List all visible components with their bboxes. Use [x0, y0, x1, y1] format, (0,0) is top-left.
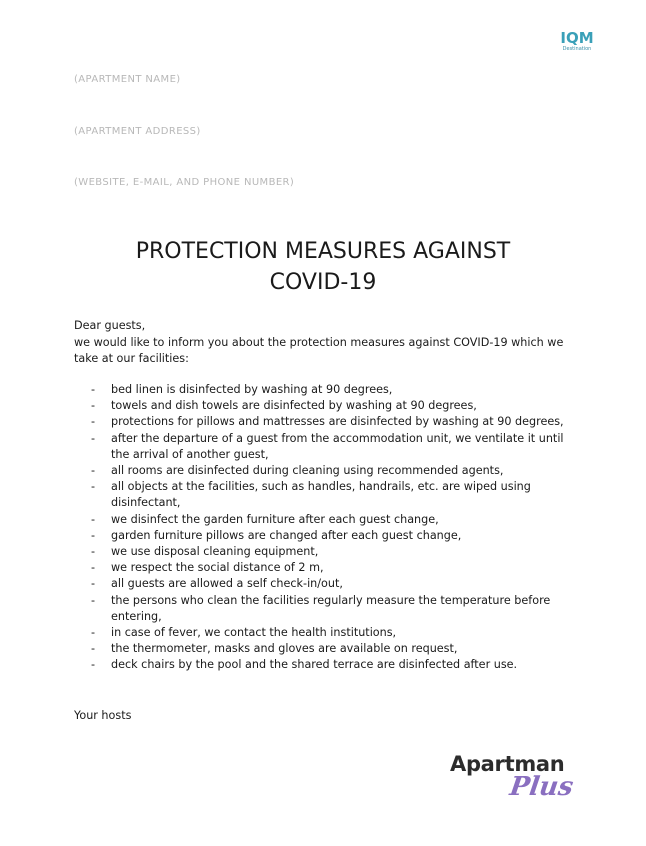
measure-item — [74, 398, 574, 414]
bullet-dash: - — [91, 431, 96, 445]
bullet-dash: - — [91, 399, 96, 413]
measure-text: we use disposal cleaning equipment, — [111, 545, 319, 559]
title-line-2: COVID-19 — [269, 270, 377, 295]
measure-text: all guests are allowed a self check-in/out, — [111, 577, 343, 591]
measure-text: bed linen is disinfected by washing at 90 degrees, — [111, 383, 393, 396]
measure-item — [74, 544, 574, 560]
measure-item — [74, 641, 574, 657]
iqm-logo-subtext: Destination — [562, 46, 592, 52]
measure-item — [74, 382, 574, 398]
measure-item — [74, 479, 574, 511]
bullet-dash: - — [91, 658, 96, 672]
bullet-dash: - — [91, 512, 96, 526]
measure-text: deck chairs by the pool and the shared terrace are disinfected after use. — [111, 658, 518, 672]
document-title — [60, 236, 586, 298]
bullet-dash: - — [91, 528, 96, 542]
measure-item — [74, 625, 574, 641]
measure-text: we disinfect the garden furniture after each guest change, — [111, 512, 439, 526]
contact-placeholder: (WEBSITE, E-MAIL, AND PHONE NUMBER) — [74, 177, 295, 188]
bullet-dash: - — [91, 642, 96, 656]
measure-text: in case of fever, we contact the health institutions, — [111, 626, 397, 640]
measure-text: protections for pillows and mattresses are disinfected by washing at 90 degrees, — [111, 415, 564, 429]
measure-item — [74, 512, 574, 528]
measure-text: after the departure of a guest from the accommodation unit, we ventilate it until the arrival of another guest, — [111, 431, 564, 461]
apartman-plus-logo — [448, 752, 578, 808]
measure-item — [74, 431, 574, 463]
apartment-name-placeholder: (APARTMENT NAME) — [74, 74, 181, 85]
measure-text: all rooms are disinfected during cleaning using recommended agents, — [111, 464, 504, 478]
greeting: Dear guests, — [74, 319, 146, 332]
measure-item — [74, 576, 574, 592]
measure-text: we respect the social distance of 2 m, — [111, 561, 324, 575]
bullet-dash: - — [91, 464, 96, 478]
measure-item — [74, 657, 574, 673]
measure-text: the thermometer, masks and gloves are available on request, — [111, 642, 458, 656]
measure-item — [74, 414, 574, 430]
brand-plus-script: Plus — [507, 772, 576, 802]
apartment-address-placeholder: (APARTMENT ADDRESS) — [74, 126, 201, 137]
measure-item — [74, 528, 574, 544]
iqm-destination-logo — [556, 30, 598, 53]
bullet-dash: - — [91, 480, 96, 494]
measure-item — [74, 463, 574, 479]
measure-text: garden furniture pillows are changed after each guest change, — [111, 528, 462, 542]
bullet-dash: - — [91, 577, 96, 591]
bullet-dash: - — [91, 593, 96, 607]
intro-paragraph: we would like to inform you about the protection measures against COVID-19 which we take at our facilities: — [74, 336, 564, 366]
signoff: Your hosts — [74, 709, 132, 722]
brand-wordmark: Apartman — [450, 752, 565, 776]
measure-item — [74, 593, 574, 625]
measure-item — [74, 560, 574, 576]
iqm-logo-mark: IQM — [560, 29, 594, 47]
bullet-dash: - — [91, 626, 96, 640]
measure-text: towels and dish towels are disinfected by washing at 90 degrees, — [111, 399, 477, 413]
bullet-dash: - — [91, 415, 96, 429]
bullet-dash: - — [91, 383, 96, 396]
bullet-dash: - — [91, 561, 96, 575]
measures-list — [74, 382, 574, 674]
bullet-dash: - — [91, 545, 96, 559]
measure-text: the persons who clean the facilities regularly measure the temperature before entering, — [111, 593, 551, 623]
measure-text: all objects at the facilities, such as handles, handrails, etc. are wiped using disinfectant, — [111, 480, 531, 510]
title-line-1: PROTECTION MEASURES AGAINST — [135, 239, 511, 264]
